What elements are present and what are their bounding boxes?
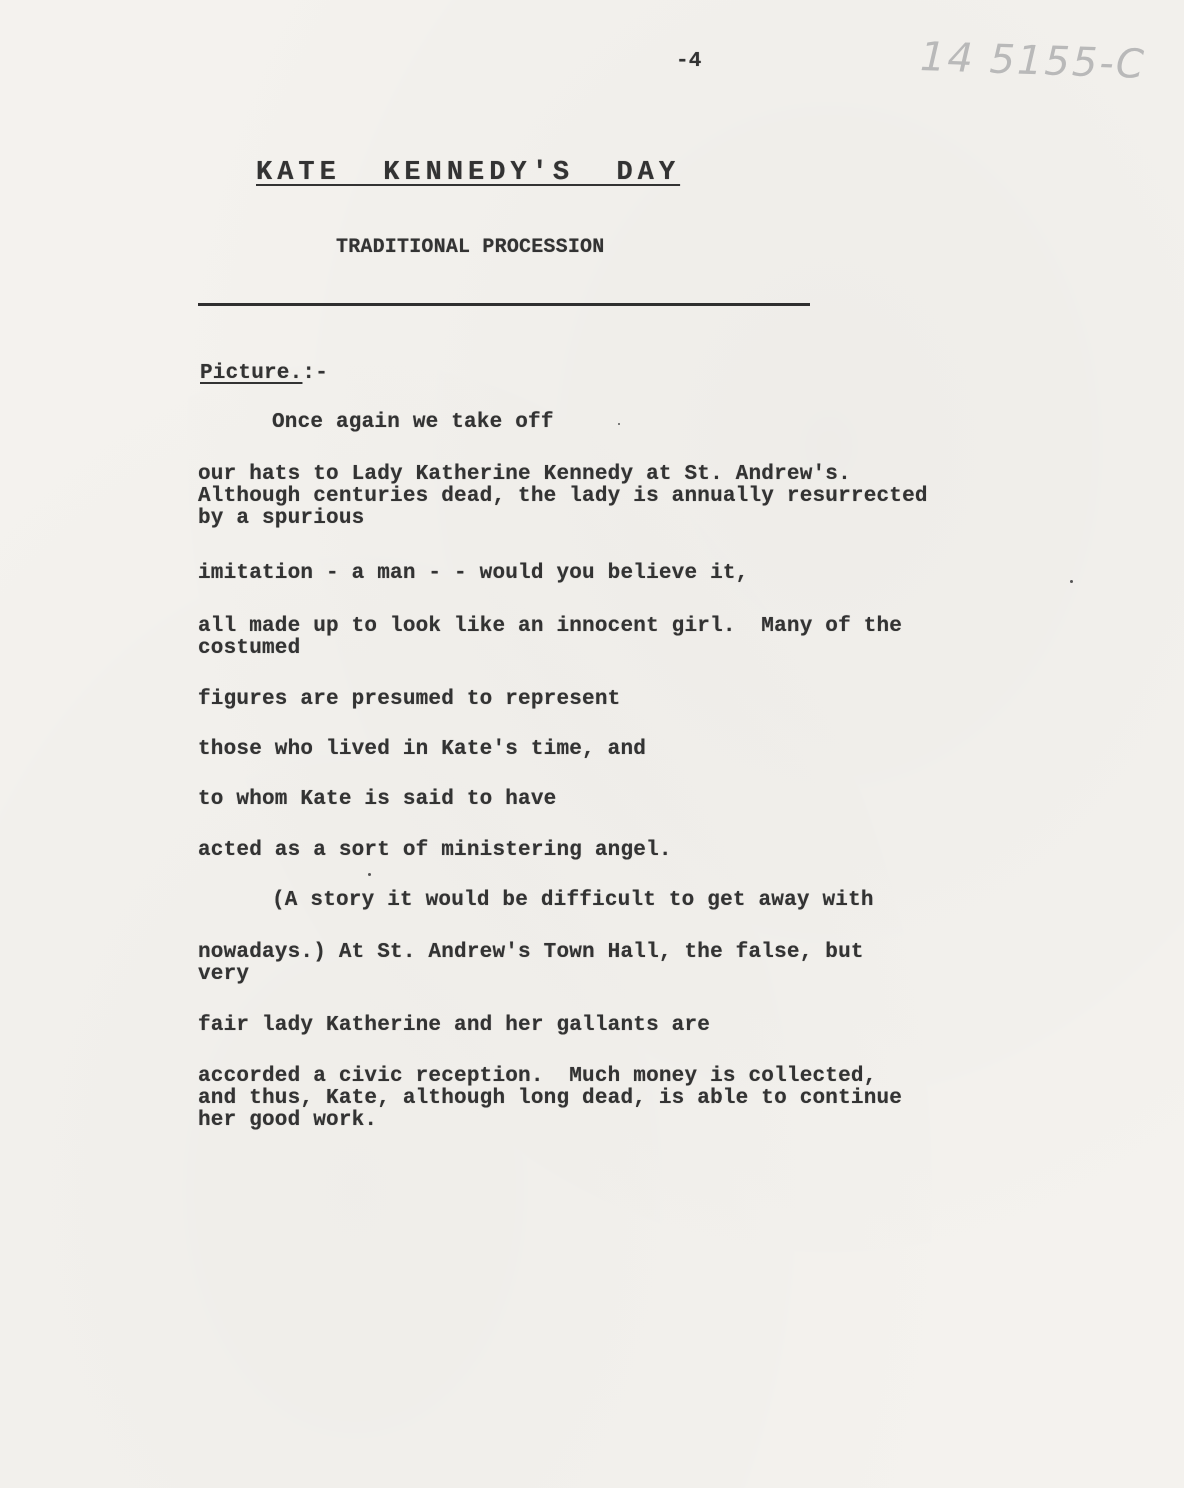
ink-speck — [1070, 580, 1073, 583]
ink-speck — [368, 873, 371, 876]
section-label-text: Picture. — [200, 362, 303, 385]
section-label-suffix: :- — [302, 362, 329, 385]
ink-speck — [618, 423, 620, 425]
horizontal-rule — [198, 303, 810, 306]
paragraph-line: accorded a civic reception. Much money is collected, and thus, Kate, although long dead, is able to continue her good work. — [198, 1065, 903, 1132]
archive-reference-handwritten: 14 5155-C — [919, 34, 1147, 88]
section-label — [200, 362, 328, 385]
paragraph-line: imitation - a man - - would you believe it, — [198, 562, 749, 585]
paragraph-line: figures are presumed to represent — [198, 688, 621, 711]
document-title: KATE KENNEDY'S DAY — [256, 158, 681, 188]
paragraph-line: (A story it would be difficult to get away with — [272, 889, 874, 912]
paragraph-line: fair lady Katherine and her gallants are — [198, 1014, 711, 1037]
paragraph-line: nowadays.) At St. Andrew's Town Hall, the false, but very — [198, 941, 864, 986]
paragraph-line: our hats to Lady Katherine Kennedy at St. Andrew's. Although centuries dead, the lady is annually resurrected by a spurious — [198, 463, 928, 530]
paragraph-line: all made up to look like an innocent girl. Many of the costumed — [198, 615, 903, 660]
paragraph-line: Once again we take off — [272, 411, 554, 434]
document-subtitle: TRADITIONAL PROCESSION — [336, 236, 605, 259]
paragraph-line: to whom Kate is said to have — [198, 788, 557, 811]
page-number: -4 — [676, 50, 702, 73]
paragraph-line: those who lived in Kate's time, and — [198, 738, 647, 761]
paragraph-line: acted as a sort of ministering angel. — [198, 839, 672, 862]
